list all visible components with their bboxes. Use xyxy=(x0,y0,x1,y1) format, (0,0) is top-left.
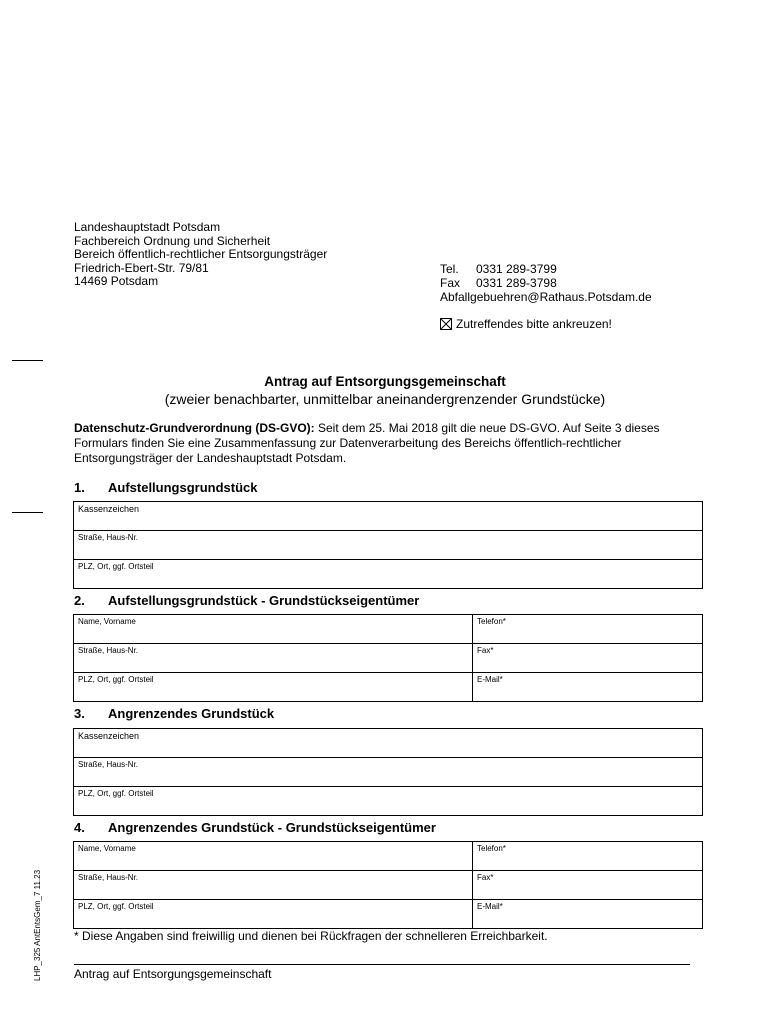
section-title: Angrenzendes Grundstück - Grundstückseigentümer xyxy=(108,820,436,835)
telefon-field[interactable] xyxy=(473,842,703,871)
section-number: 4. xyxy=(74,820,85,835)
section-heading xyxy=(74,820,436,835)
footnote: * Diese Angaben sind freiwillig und dienen bei Rückfragen der schnelleren Erreichbarkeit. xyxy=(74,929,548,943)
name-field[interactable] xyxy=(74,842,473,871)
fold-mark xyxy=(12,512,43,513)
fold-mark xyxy=(12,360,43,361)
strasse-field[interactable] xyxy=(74,644,473,673)
form-subtitle: (zweier benachbarter, unmittelbar aneinandergrenzender Grundstücke) xyxy=(164,391,606,407)
fax-label: Fax xyxy=(440,276,461,290)
tel-label: Tel. xyxy=(440,262,459,276)
footer-divider xyxy=(74,964,690,965)
form-table-section-3 xyxy=(73,728,703,816)
tel-value: 0331 289-3799 xyxy=(476,262,557,276)
field-label: Name, Vorname xyxy=(78,617,136,626)
fax-field[interactable] xyxy=(473,871,703,900)
field-label: Straße, Haus-Nr. xyxy=(78,646,139,655)
address-line: Fachbereich Ordnung und Sicherheit xyxy=(74,233,271,248)
sender-address xyxy=(74,221,327,289)
field-label: Name, Vorname xyxy=(78,844,136,853)
check-note-text: Zutreffendes bitte ankreuzen! xyxy=(456,317,612,331)
dsgvo-notice xyxy=(74,421,696,466)
email-value: Abfallgebuehren@Rathaus.Potsdam.de xyxy=(440,290,652,304)
section-heading xyxy=(74,706,274,721)
section-heading xyxy=(74,593,419,608)
tel-row xyxy=(440,262,652,276)
address-line: 14469 Potsdam xyxy=(74,274,159,289)
address-line: Friedrich-Ebert-Str. 79/81 xyxy=(74,260,209,275)
plz-field[interactable] xyxy=(74,900,473,929)
section-number: 3. xyxy=(74,706,85,721)
plz-field[interactable] xyxy=(74,560,703,589)
form-table-section-4 xyxy=(73,841,703,929)
fax-value: 0331 289-3798 xyxy=(476,276,557,290)
strasse-field[interactable] xyxy=(74,871,473,900)
kassenzeichen-field[interactable] xyxy=(74,729,703,758)
email-field[interactable] xyxy=(473,900,703,929)
field-label: PLZ, Ort, ggf. Ortsteil xyxy=(78,902,154,911)
field-label: E-Mail* xyxy=(477,902,503,911)
name-field[interactable] xyxy=(74,615,473,644)
fax-row xyxy=(440,276,652,290)
section-title: Aufstellungsgrundstück - Grundstückseigentümer xyxy=(108,593,420,608)
address-line: Landeshauptstadt Potsdam xyxy=(74,220,221,234)
section-number: 2. xyxy=(74,593,85,608)
section-number: 1. xyxy=(74,480,85,495)
footer-title: Antrag auf Entsorgungsgemeinschaft xyxy=(74,967,272,981)
kassenzeichen-field[interactable] xyxy=(74,502,703,531)
plz-field[interactable] xyxy=(74,787,703,816)
form-title: Antrag auf Entsorgungsgemeinschaft xyxy=(264,374,506,389)
field-label: Straße, Haus-Nr. xyxy=(78,533,139,542)
dsgvo-heading: Datenschutz-Grundverordnung (DS-GVO): xyxy=(74,421,315,435)
field-label: PLZ, Ort, ggf. Ortsteil xyxy=(78,789,154,798)
fax-field[interactable] xyxy=(473,644,703,673)
checked-box-icon xyxy=(440,318,452,330)
field-label: Straße, Haus-Nr. xyxy=(78,760,139,769)
plz-field[interactable] xyxy=(74,673,473,702)
field-label: Telefon* xyxy=(477,617,506,626)
field-label: PLZ, Ort, ggf. Ortsteil xyxy=(78,675,154,684)
section-title: Aufstellungsgrundstück xyxy=(108,480,258,495)
field-label: Fax* xyxy=(477,646,494,655)
field-label: Straße, Haus-Nr. xyxy=(78,873,139,882)
section-heading xyxy=(74,480,258,495)
strasse-field[interactable] xyxy=(74,758,703,787)
field-label: PLZ, Ort, ggf. Ortsteil xyxy=(78,562,154,571)
side-form-code: LHP_325 AntEntsGem_7 11.23 xyxy=(33,869,42,981)
email-field[interactable] xyxy=(473,673,703,702)
field-label: Fax* xyxy=(477,873,494,882)
check-note xyxy=(440,317,612,331)
section-title: Angrenzendes Grundstück xyxy=(108,706,275,721)
telefon-field[interactable] xyxy=(473,615,703,644)
dsgvo-text: Seit dem 25. Mai 2018 gilt die neue DS-GVO. Auf Seite 3 dieses Formulars finden Sie eine Zusammenfassung zur Datenverarbeitung des Bereichs öffentlich-rechtlicher Entsorgungsträger der Landeshauptstadt Potsdam. xyxy=(74,421,660,465)
field-label: Kassenzeichen xyxy=(78,731,140,741)
contact-info xyxy=(440,262,652,304)
field-label: Kassenzeichen xyxy=(78,504,140,514)
form-table-section-2 xyxy=(73,614,703,702)
strasse-field[interactable] xyxy=(74,531,703,560)
field-label: E-Mail* xyxy=(477,675,503,684)
address-line: Bereich öffentlich-rechtlicher Entsorgungsträger xyxy=(74,247,328,262)
form-table-section-1 xyxy=(73,501,703,589)
field-label: Telefon* xyxy=(477,844,506,853)
